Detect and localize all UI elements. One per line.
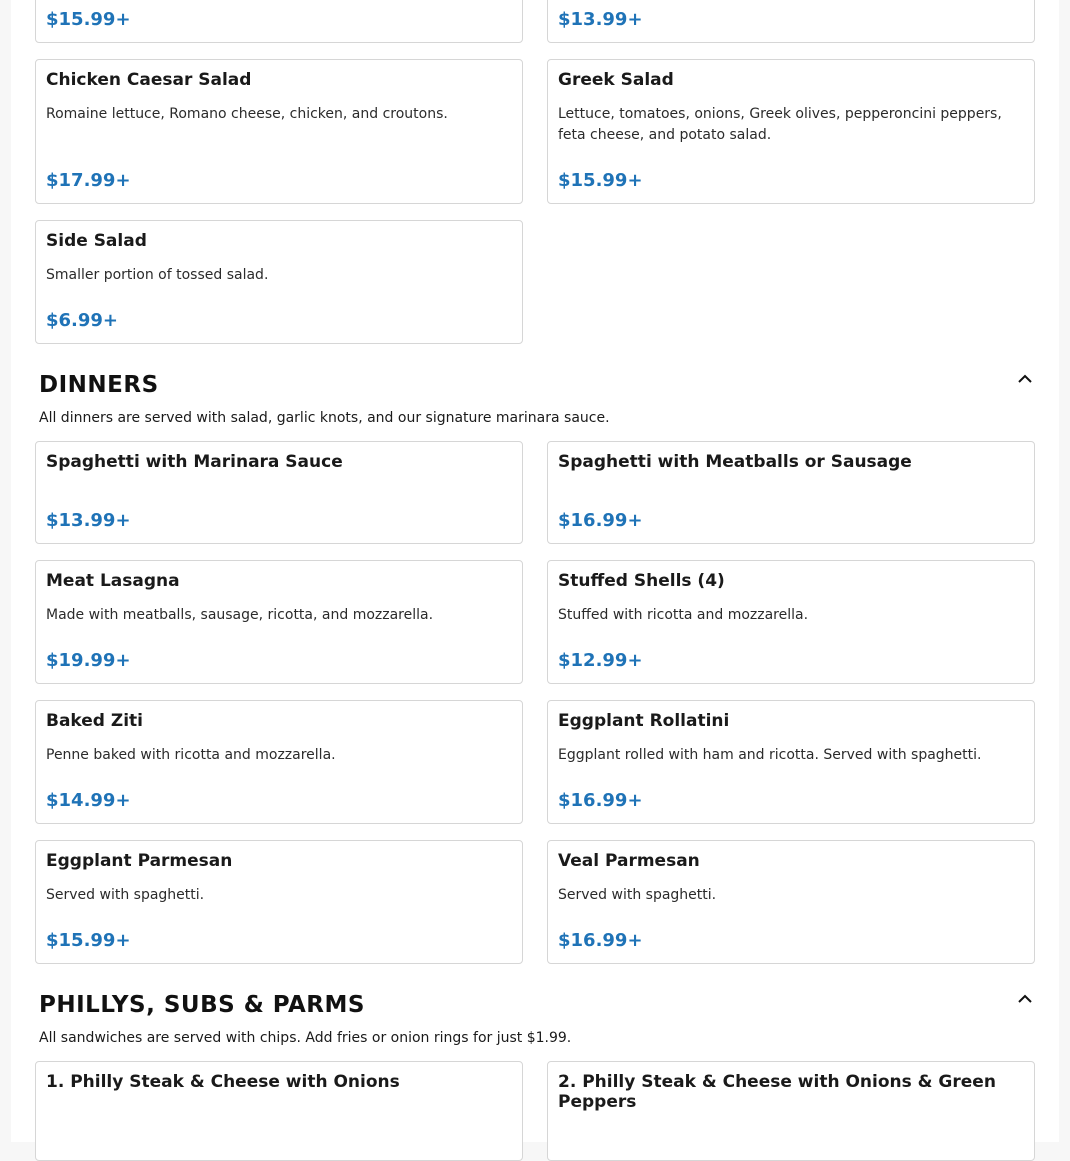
item-description: Served with spaghetti.: [558, 887, 717, 903]
item-name: Spaghetti with Marinara Sauce: [46, 452, 343, 472]
item-description: Eggplant rolled with ham and ricotta. Served with spaghetti.: [558, 747, 982, 763]
menu-item-card[interactable]: [35, 560, 523, 684]
section-description-phillys: All sandwiches are served with chips. Add fries or onion rings for just $1.99.: [39, 1030, 572, 1046]
menu-item-card[interactable]: [35, 441, 523, 544]
item-name: Eggplant Parmesan: [46, 851, 233, 871]
menu-item-card[interactable]: [547, 700, 1035, 824]
section-title-phillys: PHILLYS, SUBS & PARMS: [39, 992, 365, 1018]
menu-item-card[interactable]: [35, 0, 523, 43]
item-price: $15.99+: [46, 930, 131, 951]
item-description: Smaller portion of tossed salad.: [46, 267, 269, 283]
item-description: Penne baked with ricotta and mozzarella.: [46, 747, 336, 763]
menu-item-card[interactable]: [35, 700, 523, 824]
item-price: $15.99+: [558, 170, 643, 191]
item-name: 2. Philly Steak & Cheese with Onions & Green Peppers: [558, 1072, 996, 1112]
item-price: $17.99+: [46, 170, 131, 191]
item-price: $15.99+: [46, 9, 131, 30]
item-price: $6.99+: [46, 310, 119, 331]
item-price: $13.99+: [558, 9, 643, 30]
item-name: Greek Salad: [558, 70, 674, 90]
item-description: Romaine lettuce, Romano cheese, chicken, and croutons.: [46, 106, 448, 122]
item-price: $16.99+: [558, 930, 643, 951]
item-price: $12.99+: [558, 650, 643, 671]
item-name: 1. Philly Steak & Cheese with Onions: [46, 1072, 400, 1092]
menu-item-card[interactable]: [547, 560, 1035, 684]
menu-item-card[interactable]: [547, 1061, 1035, 1161]
item-description: Stuffed with ricotta and mozzarella.: [558, 607, 809, 623]
chevron-up-icon[interactable]: [1016, 992, 1034, 1004]
item-description: Lettuce, tomatoes, onions, Greek olives, pepperoncini peppers, feta cheese, and potato salad.: [558, 106, 1002, 143]
item-name: Baked Ziti: [46, 711, 144, 731]
menu-item-card[interactable]: [35, 220, 523, 344]
section-title-dinners: DINNERS: [39, 372, 159, 398]
menu-item-card[interactable]: [35, 1061, 523, 1161]
menu-item-card[interactable]: [35, 59, 523, 204]
menu-item-card[interactable]: [35, 840, 523, 964]
menu-item-card[interactable]: [547, 441, 1035, 544]
item-description: Served with spaghetti.: [46, 887, 205, 903]
item-name: Veal Parmesan: [558, 851, 700, 871]
item-price: $19.99+: [46, 650, 131, 671]
item-name: Chicken Caesar Salad: [46, 70, 252, 90]
menu-item-card[interactable]: [547, 0, 1035, 43]
item-name: Side Salad: [46, 231, 147, 251]
item-price: $16.99+: [558, 790, 643, 811]
item-price: $16.99+: [558, 510, 643, 531]
item-price: $14.99+: [46, 790, 131, 811]
section-description-dinners: All dinners are served with salad, garlic knots, and our signature marinara sauce.: [39, 410, 610, 426]
item-price: $13.99+: [46, 510, 131, 531]
item-description: Made with meatballs, sausage, ricotta, and mozzarella.: [46, 607, 434, 623]
item-name: Stuffed Shells (4): [558, 571, 725, 591]
menu-item-card[interactable]: [547, 59, 1035, 204]
item-name: Eggplant Rollatini: [558, 711, 730, 731]
menu-item-card[interactable]: [547, 840, 1035, 964]
chevron-up-icon[interactable]: [1016, 372, 1034, 384]
item-name: Spaghetti with Meatballs or Sausage: [558, 452, 912, 472]
item-name: Meat Lasagna: [46, 571, 180, 591]
